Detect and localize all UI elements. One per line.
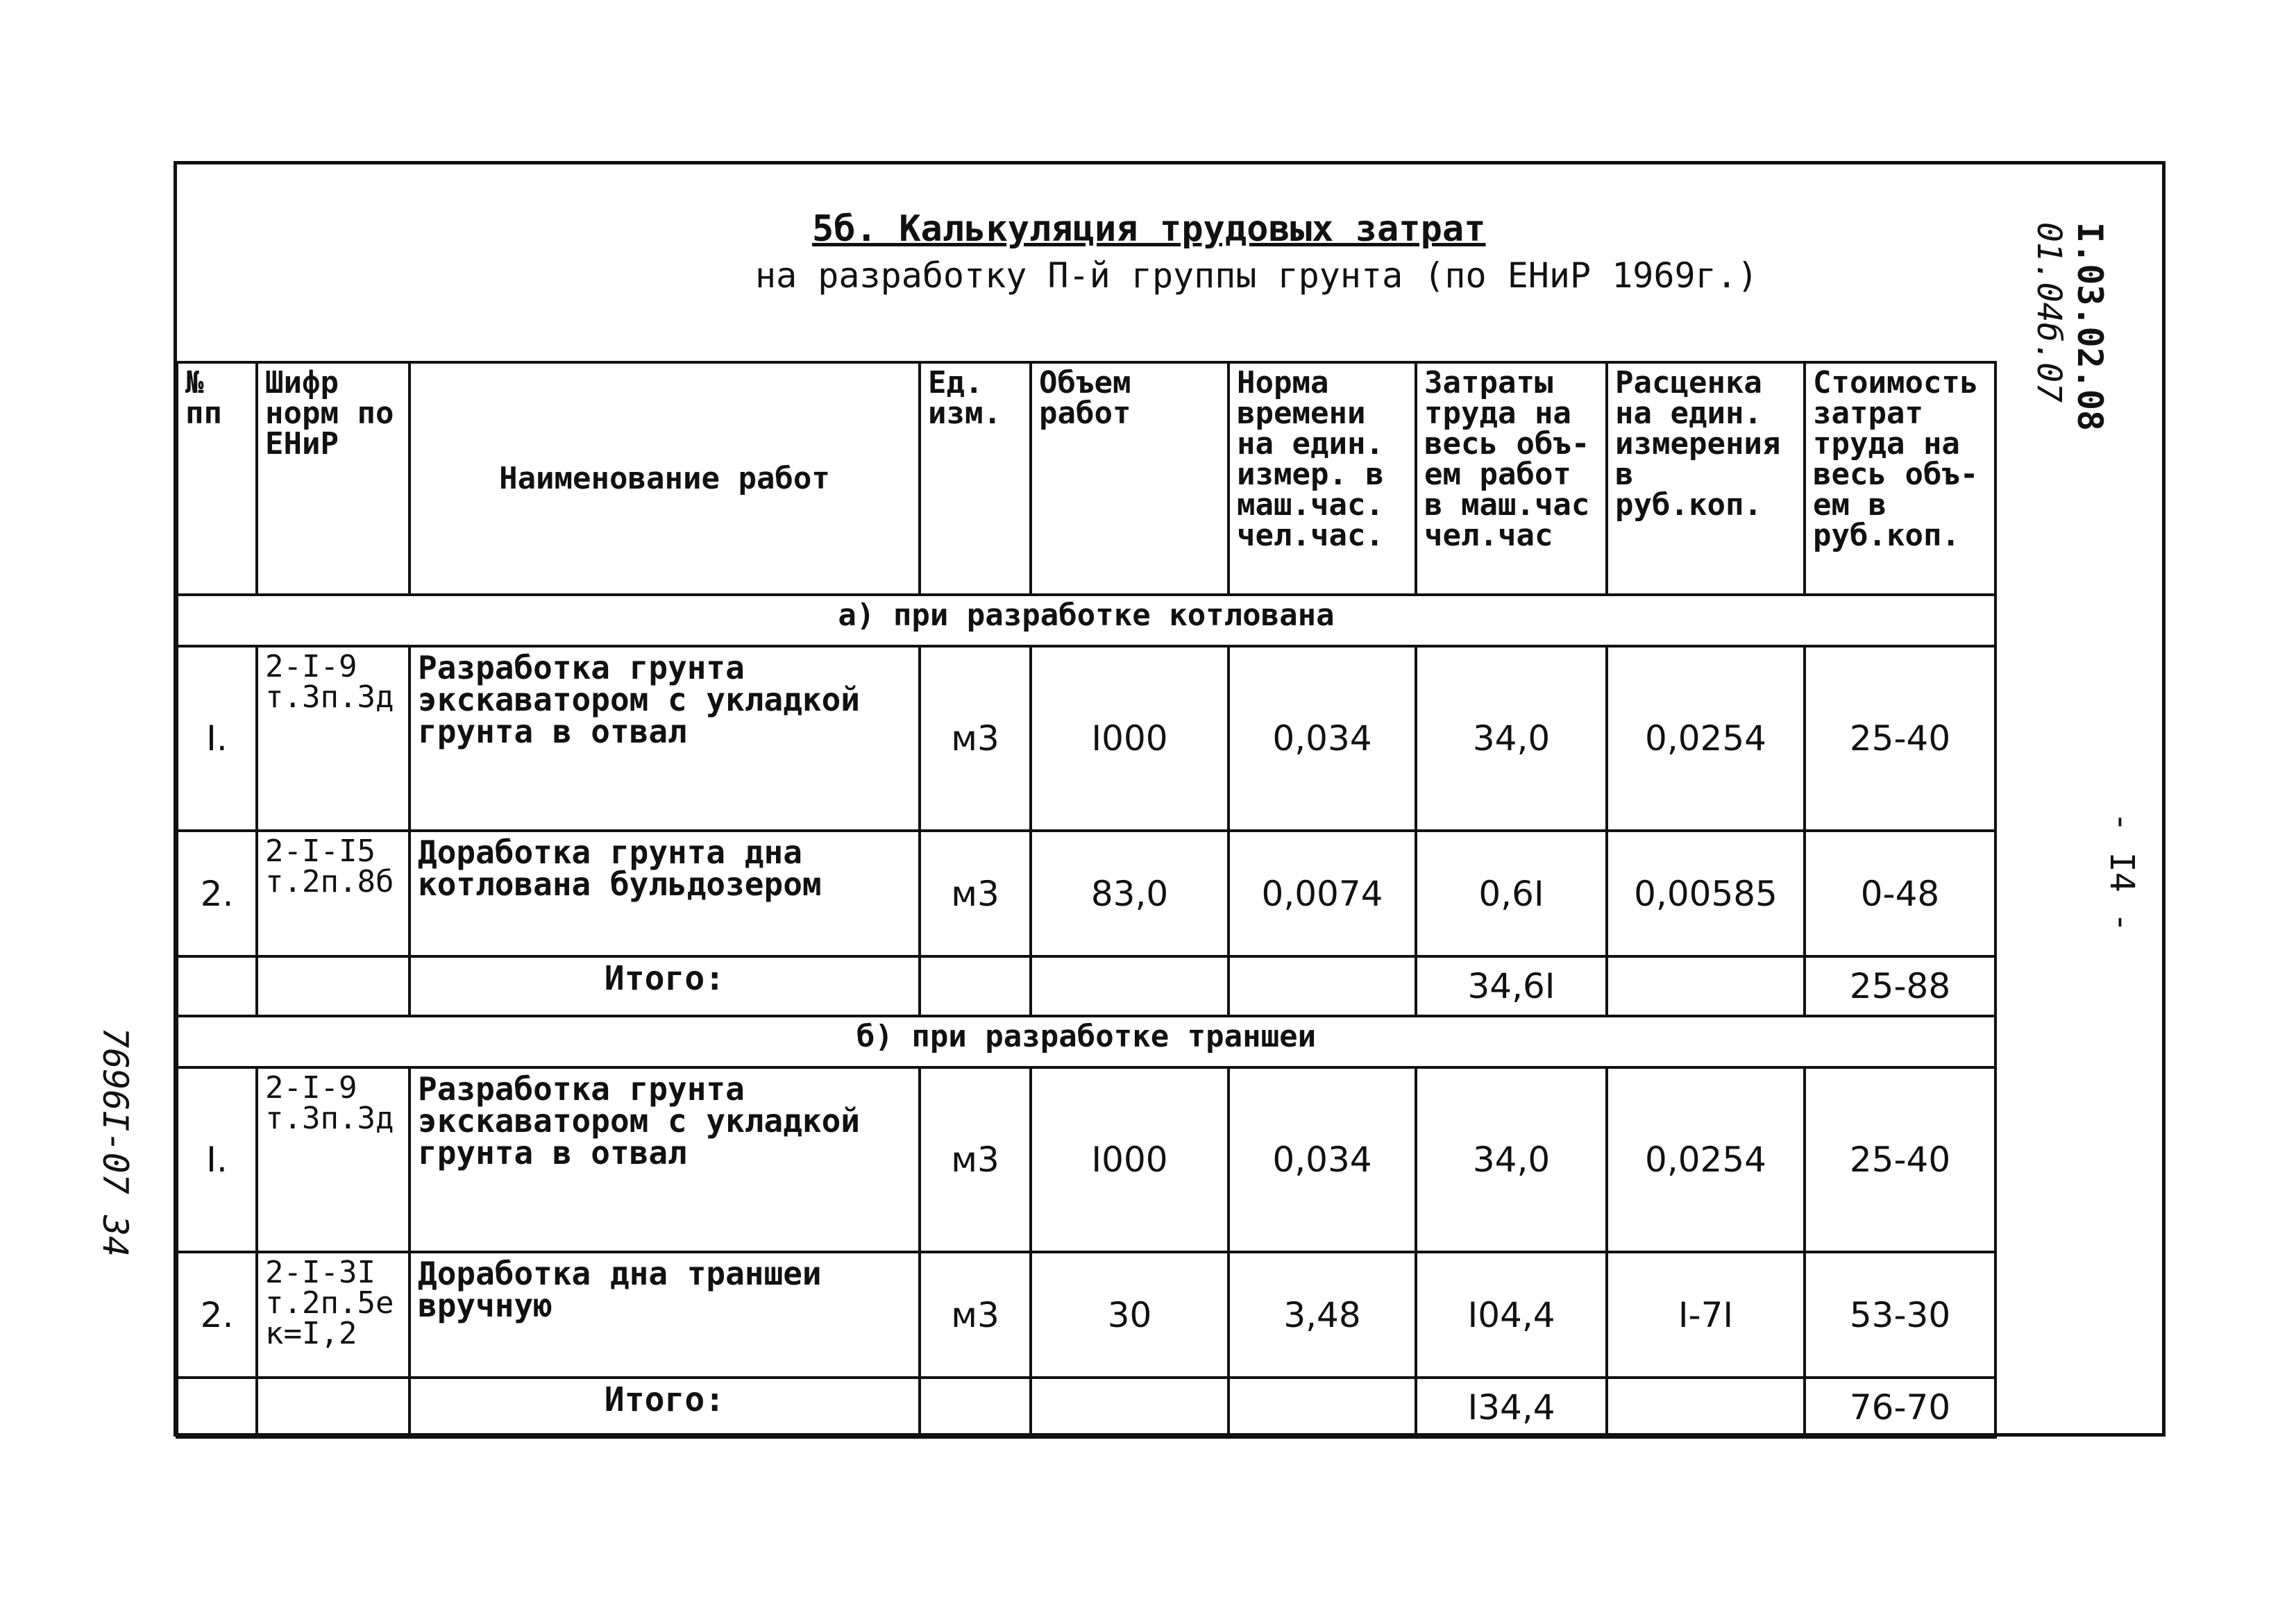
row-labor: 34,0 xyxy=(1416,1067,1607,1252)
row-norm: 0,0074 xyxy=(1229,831,1416,956)
calculation-table xyxy=(176,361,1997,1439)
header-row xyxy=(177,362,1995,595)
row-num: I. xyxy=(177,646,257,831)
row-num: I. xyxy=(177,1067,257,1252)
row-cost: 53-30 xyxy=(1805,1252,1995,1378)
section-a-title: а) при разработке котлована xyxy=(177,595,1995,646)
row-norm: 0,034 xyxy=(1229,1067,1416,1252)
row-cost: 0-48 xyxy=(1805,831,1995,956)
header-norm: Норма времени на един. измер. в маш.час. чел.час. xyxy=(1229,362,1416,595)
row-volume: I000 xyxy=(1031,1067,1229,1252)
row-rate: 0,00585 xyxy=(1607,831,1805,956)
header-name: Наименование работ xyxy=(410,362,920,595)
total-empty xyxy=(920,1378,1031,1437)
total-empty xyxy=(1607,1378,1805,1437)
document-subtitle: на разработку П-й группы грунта (по ЕНиР 1969г.) xyxy=(755,255,1758,296)
row-name: Доработка дна траншеи вручную xyxy=(410,1252,920,1378)
row-volume: 30 xyxy=(1031,1252,1229,1378)
row-cost: 25-40 xyxy=(1805,646,1995,831)
table-row xyxy=(177,646,1995,831)
row-labor: 0,6I xyxy=(1416,831,1607,956)
section-b-header xyxy=(177,1016,1995,1067)
row-unit: м3 xyxy=(920,1067,1031,1252)
header-labor: Затраты труда на весь объ-ем работ в маш.час чел.час xyxy=(1416,362,1607,595)
row-cipher: 2-I-9 т.3п.3д xyxy=(257,646,410,831)
total-empty xyxy=(920,956,1031,1016)
row-name: Разработка грунта экскаватором с укладкой грунта в отвал xyxy=(410,1067,920,1252)
total-row xyxy=(177,956,1995,1016)
row-name: Разработка грунта экскаватором с укладкой грунта в отвал xyxy=(410,646,920,831)
row-name: Доработка грунта дна котлована бульдозером xyxy=(410,831,920,956)
total-empty xyxy=(1031,956,1229,1016)
row-unit: м3 xyxy=(920,1252,1031,1378)
section-b-title: б) при разработке траншеи xyxy=(177,1016,1995,1067)
page-number: - I4 - xyxy=(2102,812,2141,933)
total-cost: 76-70 xyxy=(1805,1378,1995,1437)
header-cipher: Шифр норм по ЕНиР xyxy=(257,362,410,595)
total-empty xyxy=(1607,956,1805,1016)
header-num: № пп xyxy=(177,362,257,595)
header-unit: Ед. изм. xyxy=(920,362,1031,595)
row-rate: 0,0254 xyxy=(1607,1067,1805,1252)
row-cipher: 2-I-3I т.2п.5е к=I,2 xyxy=(257,1252,410,1378)
total-labor: I34,4 xyxy=(1416,1378,1607,1437)
total-row xyxy=(177,1378,1995,1437)
header-cost: Стоимость затрат труда на весь объ-ем в руб.коп. xyxy=(1805,362,1995,595)
total-labor: 34,6I xyxy=(1416,956,1607,1016)
row-labor: I04,4 xyxy=(1416,1252,1607,1378)
total-empty xyxy=(1229,1378,1416,1437)
table-row xyxy=(177,1252,1995,1378)
section-a-header xyxy=(177,595,1995,646)
row-norm: 0,034 xyxy=(1229,646,1416,831)
row-rate: 0,0254 xyxy=(1607,646,1805,831)
header-volume: Объем работ xyxy=(1031,362,1229,595)
row-rate: I-7I xyxy=(1607,1252,1805,1378)
row-cipher: 2-I-I5 т.2п.8б xyxy=(257,831,410,956)
row-unit: м3 xyxy=(920,646,1031,831)
row-labor: 34,0 xyxy=(1416,646,1607,831)
row-unit: м3 xyxy=(920,831,1031,956)
table-row xyxy=(177,1067,1995,1252)
total-empty xyxy=(1031,1378,1229,1437)
total-empty xyxy=(177,1378,257,1437)
row-num: 2. xyxy=(177,1252,257,1378)
document-code: I.03.02.08 xyxy=(2070,222,2110,432)
header-rate: Расценка на един. измерения в руб.коп. xyxy=(1607,362,1805,595)
total-label: Итого: xyxy=(410,1378,920,1437)
row-volume: I000 xyxy=(1031,646,1229,831)
total-label: Итого: xyxy=(410,956,920,1016)
row-cost: 25-40 xyxy=(1805,1067,1995,1252)
document-code-handwritten: 01.04б.07 xyxy=(2029,222,2068,403)
row-volume: 83,0 xyxy=(1031,831,1229,956)
total-empty xyxy=(177,956,257,1016)
document-title: 5б. Калькуляция трудовых затрат xyxy=(812,208,1486,250)
row-cipher: 2-I-9 т.3п.3д xyxy=(257,1067,410,1252)
side-code: 7696I-07 34 xyxy=(95,1027,135,1258)
total-cost: 25-88 xyxy=(1805,956,1995,1016)
total-empty xyxy=(257,1378,410,1437)
row-num: 2. xyxy=(177,831,257,956)
row-norm: 3,48 xyxy=(1229,1252,1416,1378)
total-empty xyxy=(257,956,410,1016)
table-row xyxy=(177,831,1995,956)
total-empty xyxy=(1229,956,1416,1016)
